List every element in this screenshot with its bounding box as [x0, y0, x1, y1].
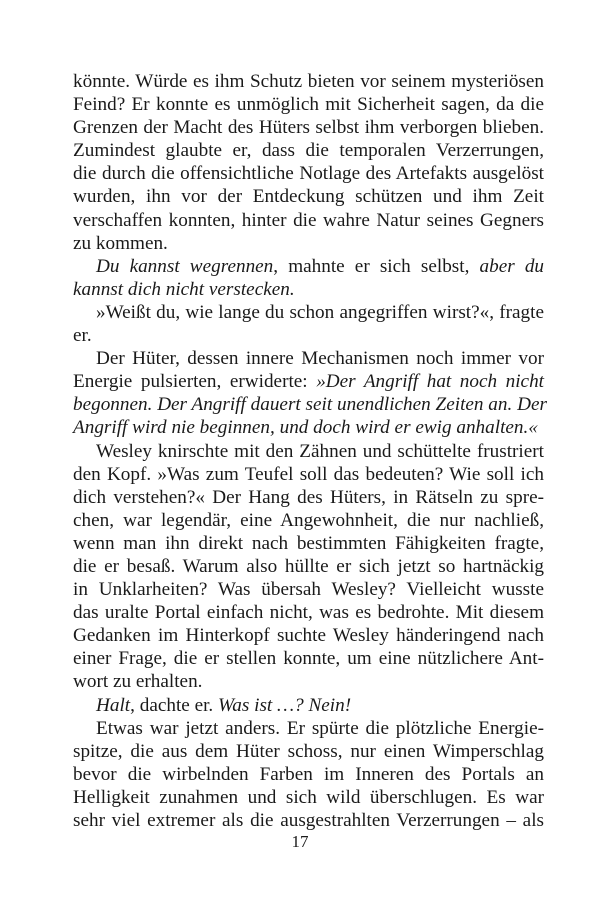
text-segment: sehr viel extremer als die ausgestrahlten Verzerrungen – als	[73, 810, 544, 831]
text-segment: könnte. Würde es ihm Schutz bieten vor seinem mysteriösen	[73, 71, 544, 92]
text-line	[73, 647, 544, 670]
text-segment: Feind? Er konnte es unmöglich mit Sicherheit sagen, da die	[73, 94, 544, 116]
italic-text: Angriff wird nie beginnen, und doch wird er ewig anhalten.«	[73, 417, 538, 439]
text-segment: Helligkeit zunahmen und sich wild überschlugen. Es war	[73, 786, 544, 808]
text-segment: Grenzen der Macht des Hüters selbst ihm verborgen blieben.	[73, 117, 544, 139]
text-line	[73, 209, 544, 232]
text-line	[73, 578, 544, 601]
text-line	[73, 717, 544, 740]
text-segment: Wesley knirschte mit den Zähnen und schüttelte frustriert	[96, 440, 544, 462]
text-line	[73, 370, 544, 393]
text-segment: den Kopf. »Was zum Teufel soll das bedeuten? Wie soll ich	[73, 463, 544, 485]
text-line	[73, 116, 544, 139]
text-line	[73, 393, 547, 416]
text-line	[73, 601, 544, 624]
italic-text: begonnen. Der Angriff dauert seit unendlichen Zeiten an. Der	[73, 394, 547, 416]
text-segment: die er besaß. Warum also hüllte er sich jetzt so hartnäckig	[73, 555, 544, 577]
text-segment: Zumindest glaubte er, dass die temporalen Verzerrungen,	[73, 140, 544, 162]
text-line	[73, 185, 544, 208]
text-line	[73, 532, 544, 555]
text-segment: spitze, die aus dem Hüter schoss, nur einen Wimperschlag	[73, 740, 544, 762]
text-line	[73, 162, 544, 185]
text-segment: Etwas war jetzt anders. Er spürte die plötzliche Energie-	[96, 717, 544, 739]
text-line	[73, 809, 544, 832]
text-line	[73, 486, 544, 509]
text-segment: Energie pulsierten, erwiderte:	[73, 371, 317, 393]
text-line	[73, 694, 544, 717]
italic-text: aber du	[479, 255, 545, 277]
text-segment: dich verstehen?« Der Hang des Hüters, in Rätseln zu spre-	[73, 486, 544, 508]
italic-text: Du kannst wegrennen	[96, 255, 274, 277]
text-segment: wort zu erhalten.	[73, 671, 203, 693]
text-line	[73, 624, 544, 647]
text-segment: wurden, ihn vor der Entdeckung schützen und ihm Zeit	[73, 186, 544, 208]
text-line	[73, 347, 544, 370]
text-segment: wenn man ihn direkt nach bestimmten Fähigkeiten fragte,	[73, 532, 544, 554]
text-line	[73, 255, 544, 278]
text-line	[73, 232, 544, 255]
body-text	[73, 70, 547, 832]
text-segment: verschaffen konnten, hinter die wahre Natur seines Gegners	[73, 209, 544, 231]
text-line	[73, 324, 544, 347]
text-segment: bevor die wirbelnden Farben im Inneren des Portals an	[73, 763, 544, 785]
text-line	[73, 786, 544, 809]
text-line	[73, 555, 544, 578]
text-segment: chen, war legendär, eine Angewohnheit, die nur nachließ,	[73, 509, 544, 531]
text-line	[73, 139, 544, 162]
text-line	[73, 440, 544, 463]
italic-text: Halt	[96, 694, 131, 716]
text-line	[73, 463, 544, 486]
text-line	[73, 416, 544, 439]
text-segment: Der Hüter, dessen innere Mechanismen noch immer vor	[96, 348, 544, 370]
text-line	[73, 509, 544, 532]
text-line	[73, 740, 544, 763]
page-number: 17	[291, 832, 309, 851]
italic-text: kannst dich nicht verstecken.	[73, 278, 295, 300]
text-segment: Gedanken im Hinterkopf suchte Wesley händeringend nach	[73, 625, 544, 647]
text-line	[73, 93, 544, 116]
text-segment: , dachte er.	[130, 694, 219, 716]
text-segment: die durch die offensichtliche Notlage des Artefakts ausgelöst	[73, 163, 544, 185]
text-segment: »Weißt du, wie lange du schon angegriffen wirst?«, fragte	[96, 301, 544, 323]
italic-text: Was ist …? Nein!	[218, 694, 352, 716]
text-line	[73, 278, 544, 301]
text-segment: das uralte Portal einfach nicht, was es bedrohte. Mit diesem	[73, 602, 544, 624]
text-line	[73, 70, 544, 93]
text-segment: , mahnte er sich selbst,	[273, 255, 480, 277]
text-line	[73, 301, 544, 324]
text-segment: er.	[73, 325, 92, 347]
italic-text: »Der Angriff hat noch nicht	[316, 371, 545, 393]
text-segment: zu kommen.	[73, 232, 168, 254]
text-segment: einer Frage, die er stellen konnte, um eine nützlichere Ant-	[73, 648, 544, 670]
text-segment: in Unklarheiten? Was übersah Wesley? Vielleicht wusste	[73, 579, 544, 601]
text-line	[73, 763, 544, 786]
text-line	[73, 670, 544, 693]
